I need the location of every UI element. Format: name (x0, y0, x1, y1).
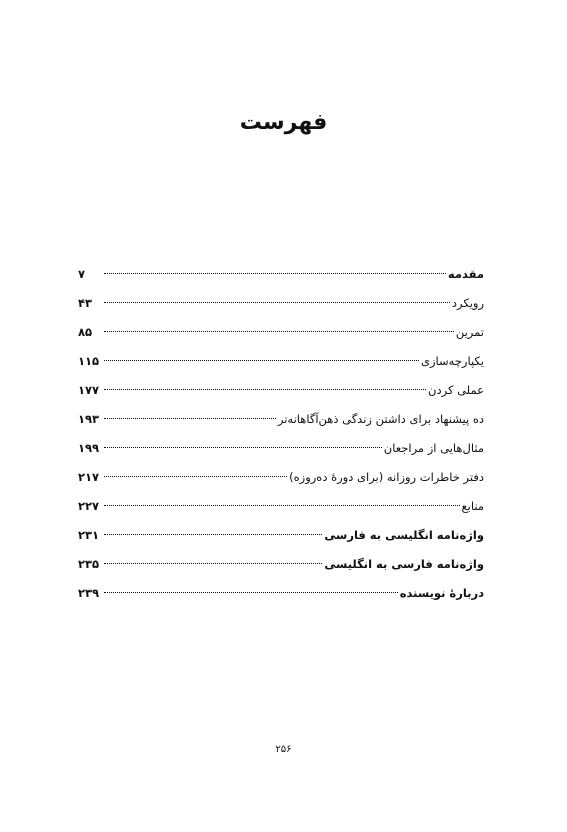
toc-entry-title: مثال‌هایی از مراجعان (383, 441, 484, 455)
dot-leader (104, 273, 446, 274)
dot-leader (104, 534, 322, 535)
toc-entry-title: مقدمه (447, 267, 484, 281)
toc-entry-title: منابع (461, 499, 484, 513)
toc-entry[interactable] (78, 260, 484, 289)
toc-entry[interactable] (78, 463, 484, 492)
toc-entry[interactable] (78, 405, 484, 434)
toc-entry-title: تمرین (455, 325, 484, 339)
dot-leader (104, 360, 419, 361)
toc-entry-page: ۴۳ (78, 296, 93, 310)
toc-entry-page: ۸۵ (78, 325, 93, 339)
toc-entry-page: ۲۳۱ (78, 528, 100, 542)
toc-entry[interactable] (78, 521, 484, 550)
toc-entry-page: ۱۹۳ (78, 412, 100, 426)
toc-entry-page: ۲۳۵ (78, 557, 100, 571)
toc-entry[interactable] (78, 289, 484, 318)
table-of-contents (78, 260, 484, 608)
toc-entry-title: یکپارچه‌سازی (420, 354, 484, 368)
toc-entry-title: دربارهٔ نویسنده (399, 586, 484, 600)
toc-entry-page: ۲۳۹ (78, 586, 100, 600)
toc-entry-page: ۲۱۷ (78, 470, 100, 484)
toc-entry[interactable] (78, 318, 484, 347)
dot-leader (104, 331, 454, 332)
dot-leader (104, 592, 398, 593)
toc-entry-title: واژه‌نامه فارسی به انگلیسی (324, 557, 484, 571)
dot-leader (104, 418, 276, 419)
toc-entry[interactable] (78, 376, 484, 405)
dot-leader (104, 505, 460, 506)
toc-entry-page: ۷ (78, 267, 86, 281)
toc-entry-page: ۱۱۵ (78, 354, 100, 368)
toc-entry[interactable] (78, 579, 484, 608)
dot-leader (104, 476, 287, 477)
toc-entry[interactable] (78, 434, 484, 463)
page-number: ۲۵۶ (275, 744, 292, 755)
page-title: فهرست (239, 110, 328, 135)
toc-entry-page: ۱۷۷ (78, 383, 100, 397)
dot-leader (104, 447, 382, 448)
toc-entry-title: ده پیشنهاد برای داشتن زندگی ذهن‌آگاهانه‌تر (277, 412, 484, 426)
dot-leader (104, 389, 426, 390)
dot-leader (104, 302, 450, 303)
toc-entry-page: ۱۹۹ (78, 441, 100, 455)
toc-entry-title: دفتر خاطرات روزانه (برای دورهٔ ده‌روزه) (289, 470, 484, 484)
toc-entry-page: ۲۲۷ (78, 499, 100, 513)
toc-entry-title: عملی کردن (428, 383, 484, 397)
toc-entry[interactable] (78, 492, 484, 521)
dot-leader (104, 563, 322, 564)
toc-entry-title: واژه‌نامه انگلیسی به فارسی (324, 528, 484, 542)
toc-entry[interactable] (78, 550, 484, 579)
toc-entry-title: رویکرد (451, 296, 484, 310)
toc-entry[interactable] (78, 347, 484, 376)
